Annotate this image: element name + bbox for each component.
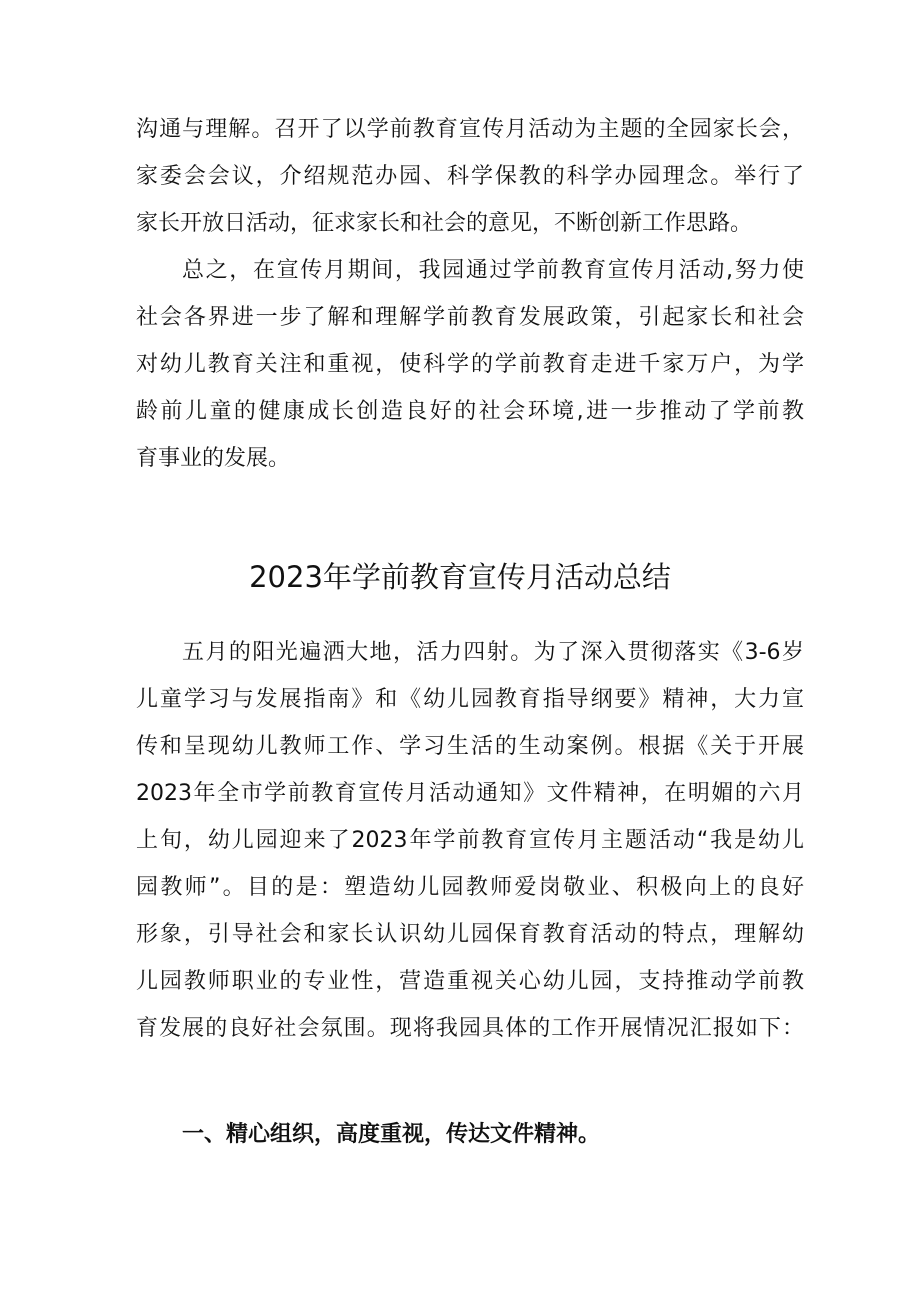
paragraph-line: 传和呈现幼儿教师工作、学习生活的生动案例。根据《关于开展	[136, 734, 804, 759]
paragraph-line: 五月的阳光遍洒大地，活力四射。为了深入贯彻落实《3-6岁	[182, 640, 804, 665]
paragraph-line: 2023年全市学前教育宣传月活动通知》文件精神，在明媚的六月	[136, 781, 804, 806]
continuation-text	[136, 106, 804, 482]
paragraph-line: 上旬，幼儿园迎来了2023年学前教育宣传月主题活动“我是幼儿	[136, 828, 804, 853]
paragraph-line: 儿童学习与发展指南》和《幼儿园教育指导纲要》精神，大力宣	[136, 687, 804, 712]
paragraph-line: 儿园教师职业的专业性，营造重视关心幼儿园，支持推动学前教	[136, 969, 804, 994]
paragraph-line: 家委会会议，介绍规范办园、科学保教的科学办园理念。举行了	[136, 164, 804, 189]
document-title: 2023年学前教育宣传月活动总结	[249, 560, 671, 594]
paragraph-line: 育发展的良好社会氛围。现将我园具体的工作开展情况汇报如下：	[136, 1016, 804, 1041]
section-heading: 一、精心组织，高度重视，传达文件精神。	[182, 1122, 601, 1147]
paragraph-line: 园教师”。目的是：塑造幼儿园教师爱岗敬业、积极向上的良好	[136, 875, 804, 900]
paragraph-line: 形象，引导社会和家长认识幼儿园保育教育活动的特点，理解幼	[136, 922, 804, 947]
paragraph-line: 总之，在宣传月期间，我园通过学前教育宣传月活动,努力使	[182, 258, 804, 283]
paragraph-line: 对幼儿教育关注和重视，使科学的学前教育走进千家万户，为学	[136, 352, 804, 377]
paragraph-line: 社会各界进一步了解和理解学前教育发展政策，引起家长和社会	[136, 305, 804, 330]
paragraph-line: 家长开放日活动，征求家长和社会的意见，不断创新工作思路。	[136, 211, 753, 236]
paragraph-line: 育事业的发展。	[136, 446, 291, 471]
paragraph-line: 沟通与理解。召开了以学前教育宣传月活动为主题的全园家长会，	[136, 117, 804, 142]
intro-paragraph	[136, 629, 804, 1052]
paragraph-line: 龄前儿童的健康成长创造良好的社会环境,进一步推动了学前教	[136, 399, 804, 424]
